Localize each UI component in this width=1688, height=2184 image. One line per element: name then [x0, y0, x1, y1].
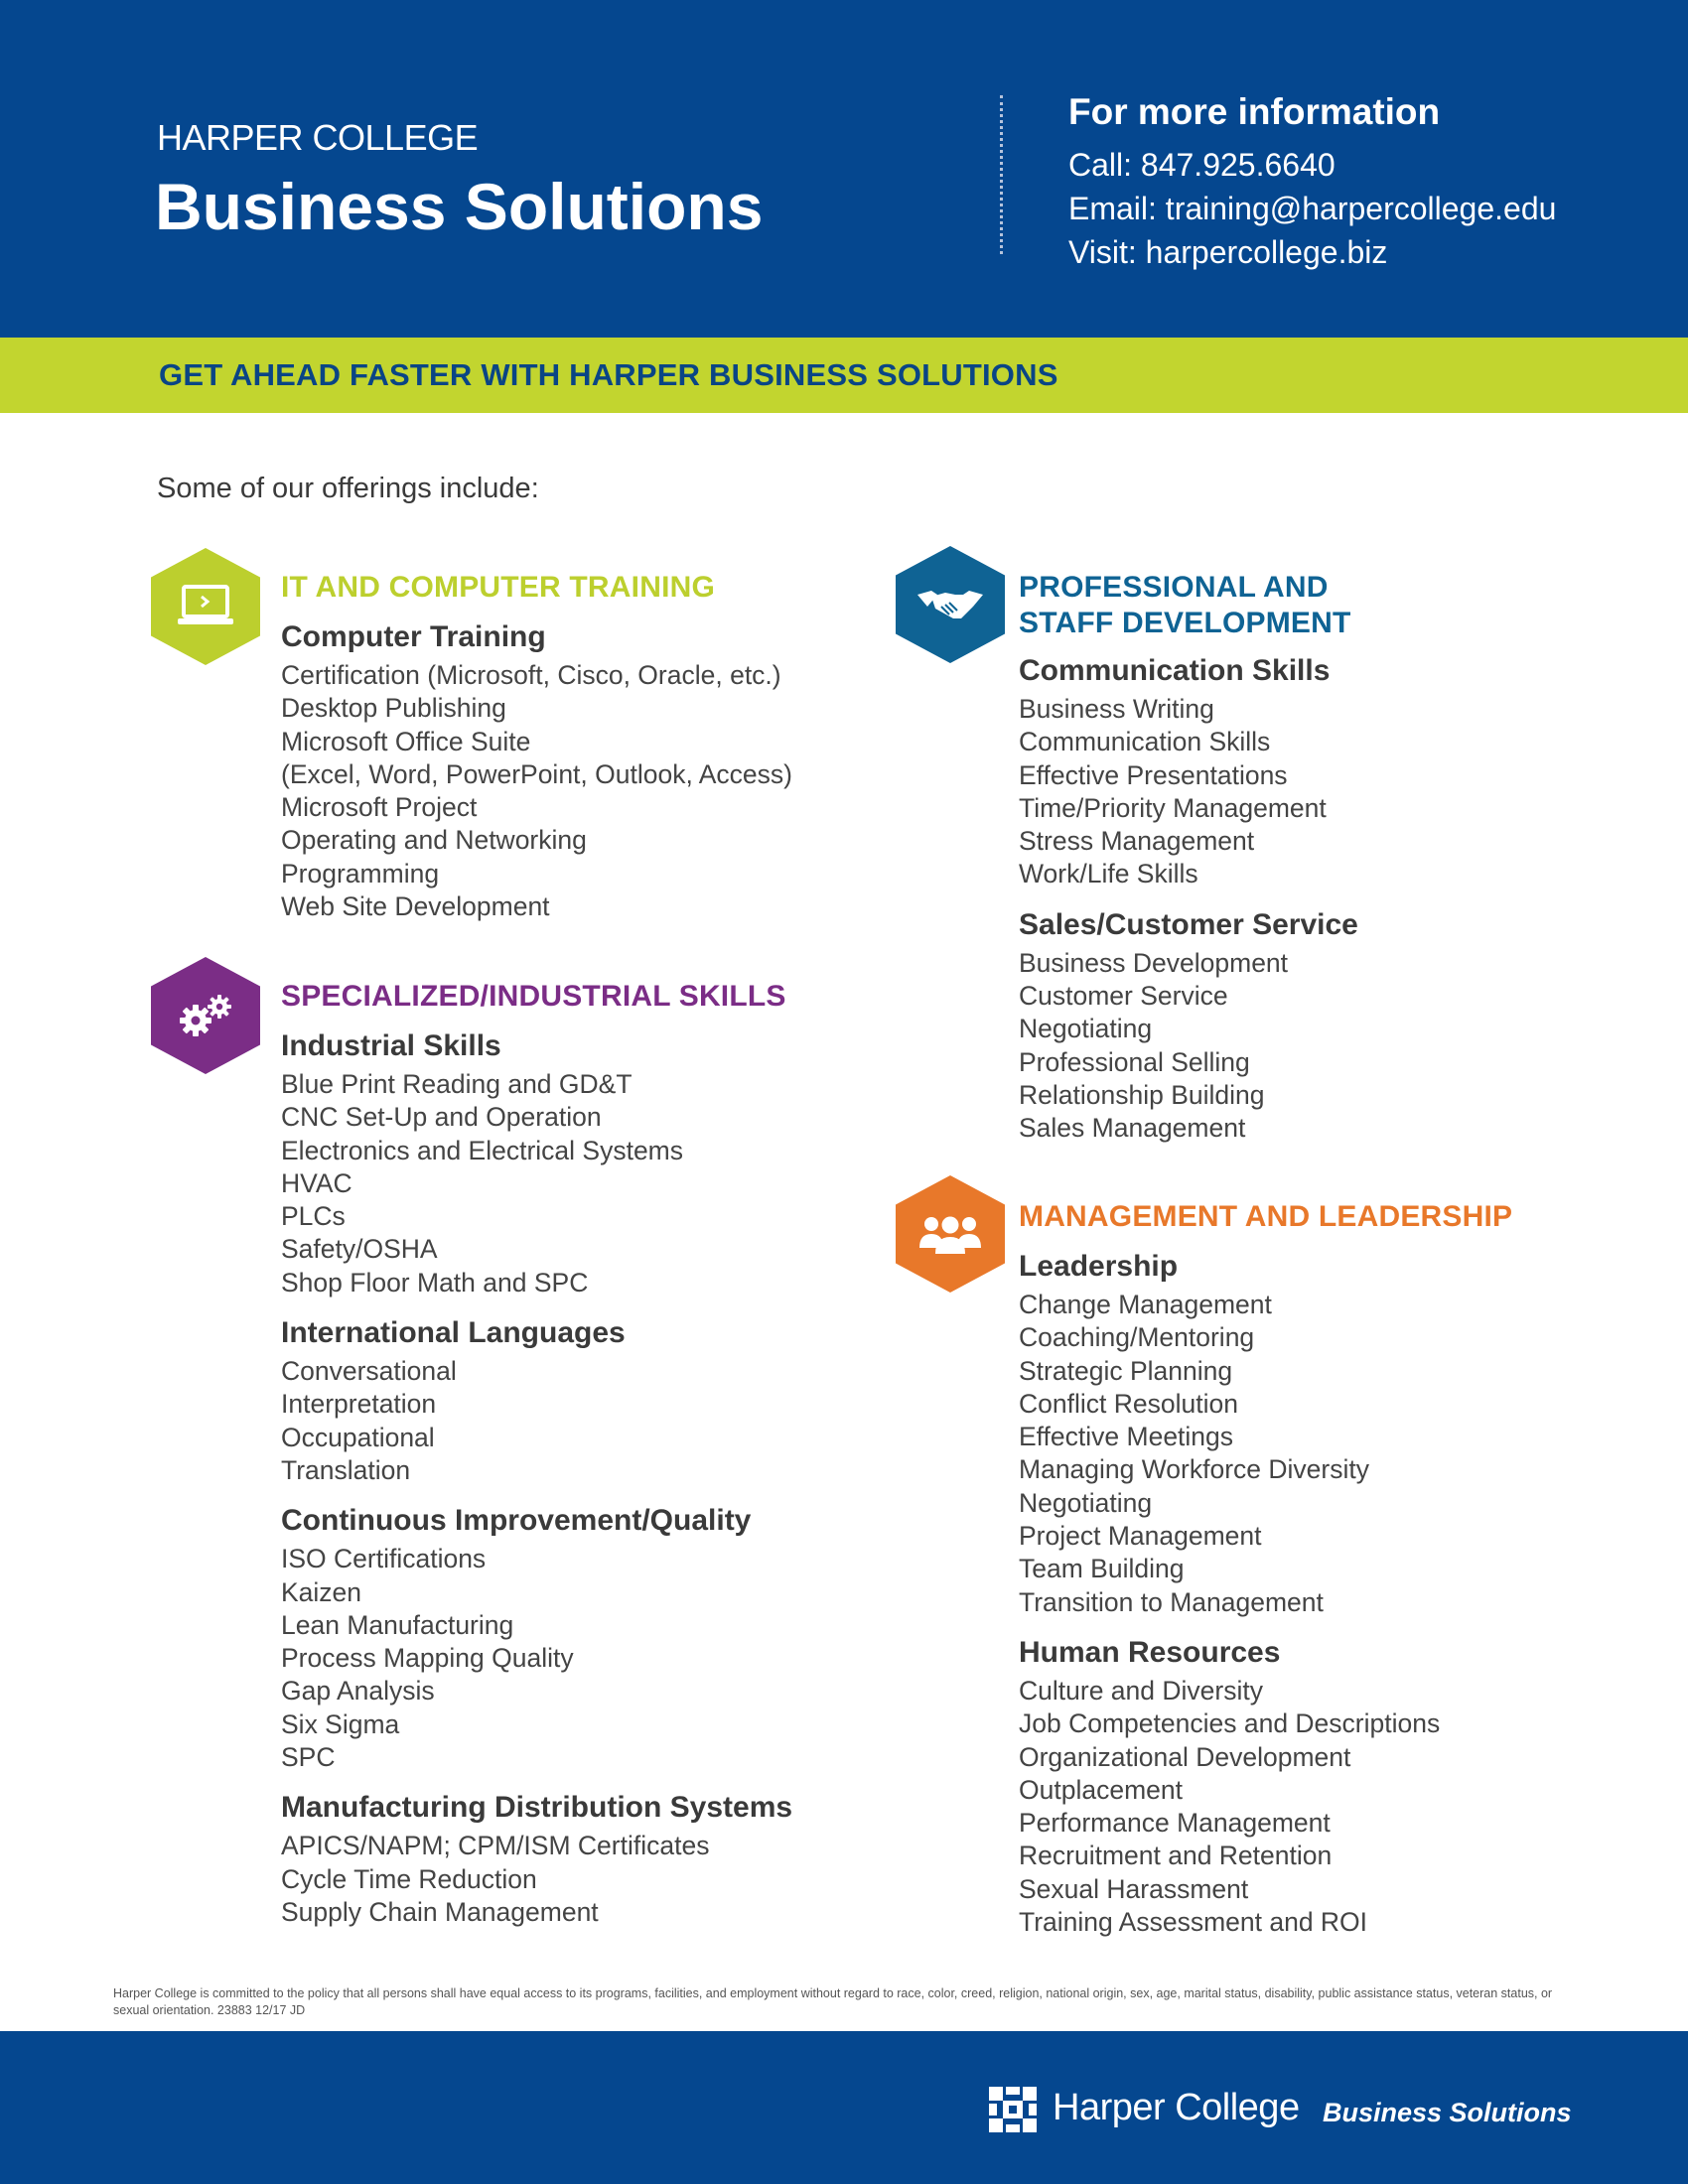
brand-title: Business Solutions: [155, 170, 764, 243]
list-item: Microsoft Project: [281, 792, 478, 823]
list-item: Managing Workforce Diversity: [1019, 1454, 1369, 1485]
list-item: Organizational Development: [1019, 1741, 1351, 1772]
contact-info-title: For more information: [1068, 91, 1441, 132]
list-item: Work/Life Skills: [1019, 859, 1198, 889]
list-item: Interpretation: [281, 1389, 437, 1420]
list-item: Outplacement: [1019, 1774, 1183, 1805]
tagline-banner: [0, 338, 1688, 413]
list-item: Relationship Building: [1019, 1079, 1265, 1110]
list-item: Communication Skills: [1019, 727, 1271, 757]
section-title-management: MANAGEMENT AND LEADERSHIP: [1019, 1200, 1513, 1233]
list-item: (Excel, Word, PowerPoint, Outlook, Access): [281, 758, 792, 789]
group-heading: Industrial Skills: [281, 1029, 501, 1062]
list-item: Effective Meetings: [1019, 1422, 1234, 1452]
list-item: Lean Manufacturing: [281, 1609, 514, 1640]
list-item: Team Building: [1019, 1554, 1185, 1584]
contact-email[interactable]: Email: training@harpercollege.edu: [1068, 191, 1557, 226]
section-title-specialized: SPECIALIZED/INDUSTRIAL SKILLS: [281, 980, 786, 1013]
list-item: Occupational: [281, 1422, 435, 1452]
intro-text: Some of our offerings include:: [157, 473, 539, 504]
list-item: PLCs: [281, 1201, 346, 1232]
list-item: Job Competencies and Descriptions: [1019, 1708, 1441, 1739]
contact-info: [1068, 91, 1556, 274]
harper-logo-icon: [989, 2087, 1037, 2137]
list-item: Customer Service: [1019, 981, 1228, 1012]
group-heading: Human Resources: [1019, 1635, 1281, 1669]
list-item: Negotiating: [1019, 1487, 1153, 1518]
section-management-content: [1019, 1247, 1440, 1939]
group-heading: Manufacturing Distribution Systems: [281, 1791, 793, 1825]
list-item: Professional Selling: [1019, 1046, 1250, 1077]
list-item: Conflict Resolution: [1019, 1388, 1238, 1419]
list-item: Coaching/Mentoring: [1019, 1322, 1255, 1353]
footer-logo-text: Harper College: [1053, 2087, 1300, 2128]
handshake-icon: [896, 546, 1005, 663]
list-item: Performance Management: [1019, 1808, 1331, 1839]
list-item: Recruitment and Retention: [1019, 1841, 1333, 1871]
list-item: Process Mapping Quality: [281, 1643, 574, 1674]
group-heading: Computer Training: [281, 620, 546, 653]
list-item: Cycle Time Reduction: [281, 1863, 537, 1894]
contact-phone[interactable]: Call: 847.925.6640: [1068, 147, 1336, 183]
list-item: Effective Presentations: [1019, 759, 1288, 790]
list-item: Desktop Publishing: [281, 693, 506, 724]
section-title-professional-line2: STAFF DEVELOPMENT: [1019, 607, 1351, 639]
list-item: Business Development: [1019, 947, 1289, 978]
list-item: HVAC: [281, 1167, 352, 1198]
list-item: Electronics and Electrical Systems: [281, 1135, 684, 1165]
contact-website[interactable]: Visit: harpercollege.biz: [1068, 234, 1388, 270]
list-item: Sexual Harassment: [1019, 1873, 1249, 1904]
list-item: Culture and Diversity: [1019, 1675, 1263, 1706]
list-item: Stress Management: [1019, 826, 1255, 857]
list-item: Time/Priority Management: [1019, 792, 1327, 823]
list-item: Gap Analysis: [281, 1676, 435, 1706]
list-item: Sales Management: [1019, 1113, 1246, 1144]
people-group-icon: [896, 1175, 1005, 1293]
list-item: Programming: [281, 858, 440, 888]
legal-disclaimer: Harper College is committed to the policy that all persons shall have equal access to its programs, facilities, and employment without regard to race, color, creed, religion, national origin, sex, age, marital status, disability, public assistance status, veteran status, or sexual orientation. 23883 12/17 JD: [113, 1986, 1553, 2017]
list-item: Negotiating: [1019, 1014, 1153, 1044]
list-item: Change Management: [1019, 1290, 1272, 1319]
section-it-content: [281, 617, 792, 923]
list-item: Six Sigma: [281, 1708, 400, 1739]
list-item: Translation: [281, 1454, 411, 1485]
group-heading: International Languages: [281, 1316, 626, 1350]
section-professional-content: [1019, 651, 1358, 1146]
list-item: Business Writing: [1019, 694, 1214, 724]
list-item: Blue Print Reading and GD&T: [281, 1069, 633, 1099]
list-item: Kaizen: [281, 1576, 362, 1607]
list-item: SPC: [281, 1742, 336, 1773]
list-item: Shop Floor Math and SPC: [281, 1267, 589, 1297]
section-title-it: IT AND COMPUTER TRAINING: [281, 571, 716, 604]
list-item: Web Site Development: [281, 891, 550, 922]
footer-logo-subtitle: Business Solutions: [1323, 2098, 1572, 2127]
section-specialized-content: [281, 1026, 792, 1929]
section-title-professional-line1: PROFESSIONAL AND: [1019, 571, 1329, 604]
tagline-text: GET AHEAD FASTER WITH HARPER BUSINESS SOLUTIONS: [159, 357, 1058, 392]
list-item: Safety/OSHA: [281, 1234, 438, 1265]
header-divider: [1000, 95, 1003, 254]
list-item: Certification (Microsoft, Cisco, Oracle, etc.): [281, 660, 781, 690]
group-heading: Communication Skills: [1019, 654, 1331, 687]
brand-college-name: HARPER COLLEGE: [157, 117, 479, 158]
list-item: Microsoft Office Suite: [281, 726, 531, 756]
list-item: APICS/NAPM; CPM/ISM Certificates: [281, 1831, 710, 1861]
list-item: Operating and Networking: [281, 825, 587, 856]
list-item: CNC Set-Up and Operation: [281, 1102, 602, 1133]
list-item: Conversational: [281, 1356, 457, 1387]
laptop-icon: [151, 548, 260, 665]
group-heading: Continuous Improvement/Quality: [281, 1504, 752, 1538]
list-item: Supply Chain Management: [281, 1896, 599, 1927]
list-item: Training Assessment and ROI: [1019, 1907, 1368, 1938]
list-item: Transition to Management: [1019, 1586, 1324, 1617]
section-title-professional: [1019, 570, 1351, 641]
list-item: Project Management: [1019, 1521, 1262, 1552]
list-item: ISO Certifications: [281, 1544, 487, 1574]
group-heading: Leadership: [1019, 1250, 1179, 1283]
group-heading: Sales/Customer Service: [1019, 907, 1358, 941]
gears-icon: [151, 957, 260, 1074]
list-item: Strategic Planning: [1019, 1355, 1233, 1386]
